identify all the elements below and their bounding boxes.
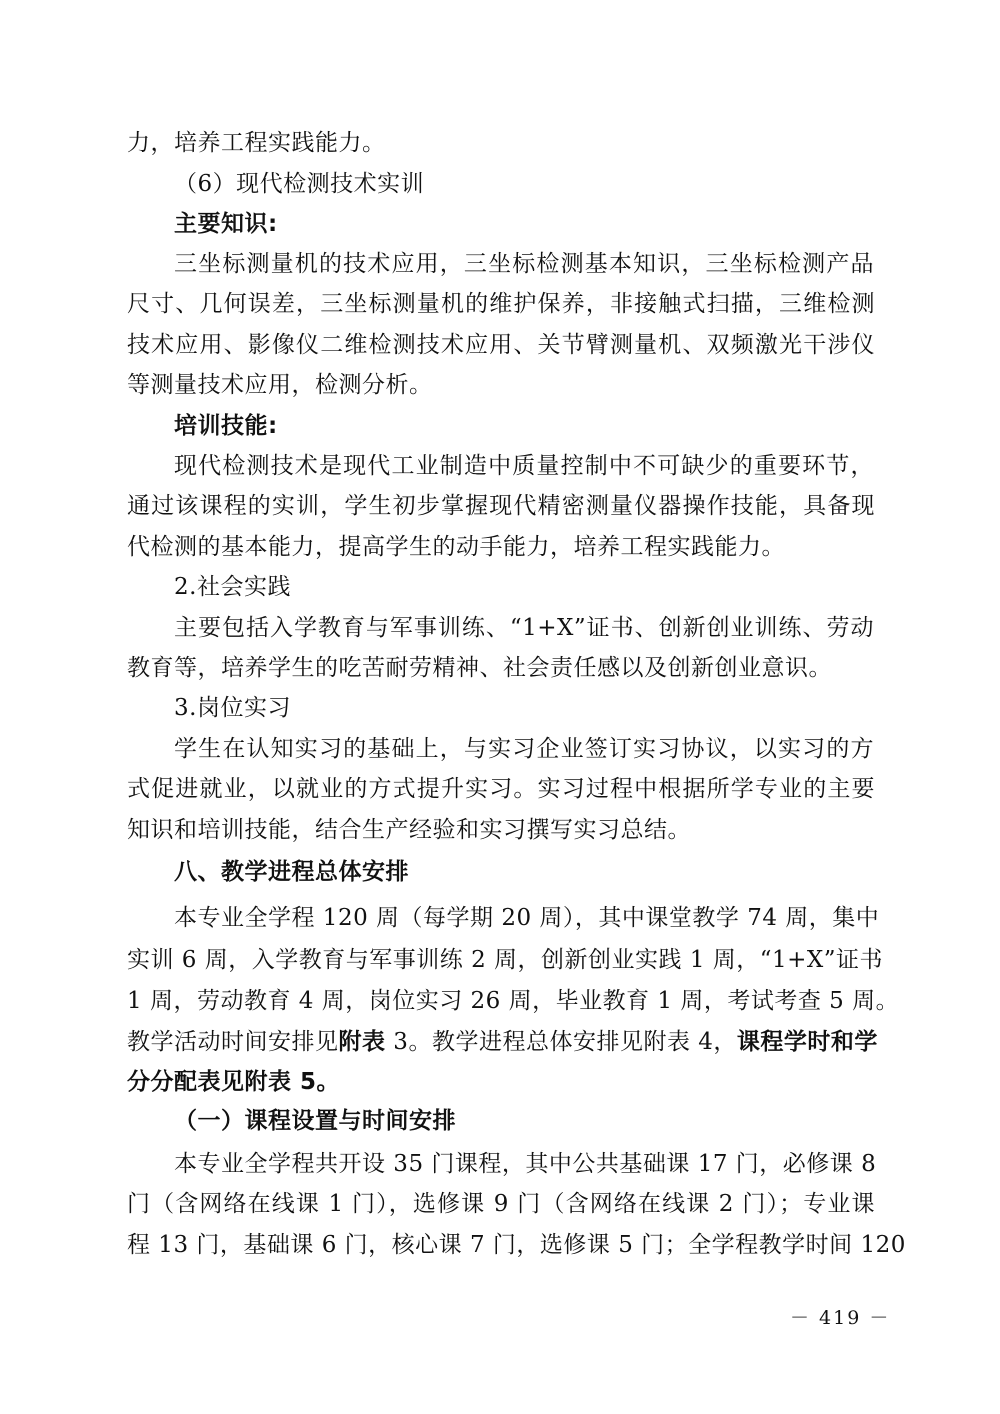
label-training-skills: 培训技能: (174, 413, 278, 439)
text-run-bold: 附表 (338, 1029, 386, 1055)
paragraph-line: 实训 6 周，入学教育与军事训练 2 周，创新创业实践 1 周，“1+X”证书 (127, 947, 884, 973)
paragraph-line: 现代检测技术是现代工业制造中质量控制中不可缺少的重要环节， (174, 453, 874, 479)
label-main-knowledge: 主要知识: (174, 211, 278, 237)
paragraph-line: 本专业全学程 120 周（每学期 20 周），其中课堂教学 74 周，集中 (174, 905, 880, 931)
paragraph-line: 主要包括入学教育与军事训练、“1+X”证书、创新创业训练、劳动 (174, 615, 874, 641)
paragraph-line: 1 周，劳动教育 4 周，岗位实习 26 周，毕业教育 1 周，考试考查 5 周。 (127, 988, 900, 1014)
paragraph-line: 代检测的基本能力，提高学生的动手能力，培养工程实践能力。 (127, 534, 785, 560)
paragraph-line: 程 13 门，基础课 6 门，核心课 7 门，选修课 5 门；全学程教学时间 120 (127, 1232, 906, 1258)
subsection-heading: 3.岗位实习 (174, 695, 291, 721)
paragraph-line: 技术应用、影像仪二维检测技术应用、关节臂测量机、双频激光干涉仪 (127, 332, 875, 358)
paragraph-line: 门（含网络在线课 1 门），选修课 9 门（含网络在线课 2 门）；专业课 (127, 1191, 875, 1217)
text-run-bold: 课程学时和学 (736, 1029, 878, 1055)
subsection-heading: （6）现代检测技术实训 (174, 171, 425, 197)
subsection-heading: （一）课程设置与时间安排 (174, 1108, 456, 1134)
paragraph-line: 式促进就业，以就业的方式提升实习。实习过程中根据所学专业的主要 (127, 776, 875, 802)
paragraph-line: 知识和培训技能，结合生产经验和实习撰写实习总结。 (127, 817, 691, 843)
paragraph-line: 尺寸、几何误差，三坐标测量机的维护保养，非接触式扫描，三维检测 (127, 291, 875, 317)
paragraph-line: 等测量技术应用，检测分析。 (127, 372, 433, 398)
text-run: 3。教学进程总体安排见附表 4， (385, 1029, 737, 1055)
paragraph-line: 学生在认知实习的基础上，与实习企业签订实习协议，以实习的方 (174, 736, 874, 762)
paragraph-line-mixed (127, 1027, 878, 1057)
paragraph-line: 力，培养工程实践能力。 (127, 130, 386, 156)
paragraph-line: 本专业全学程共开设 35 门课程，其中公共基础课 17 门，必修课 8 (174, 1151, 877, 1177)
text-run: 教学活动时间安排见 (127, 1029, 339, 1055)
page-number: － 419 － (790, 1307, 891, 1329)
paragraph-line: 三坐标测量机的技术应用，三坐标检测基本知识，三坐标检测产品 (174, 251, 874, 277)
paragraph-line: 教育等，培养学生的吃苦耐劳精神、社会责任感以及创新创业意识。 (127, 655, 832, 681)
section-heading: 八、教学进程总体安排 (174, 859, 409, 885)
paragraph-line: 分分配表见附表 5。 (127, 1069, 341, 1095)
subsection-heading: 2.社会实践 (174, 574, 291, 600)
paragraph-line: 通过该课程的实训，学生初步掌握现代精密测量仪器操作技能，具备现 (127, 493, 875, 519)
